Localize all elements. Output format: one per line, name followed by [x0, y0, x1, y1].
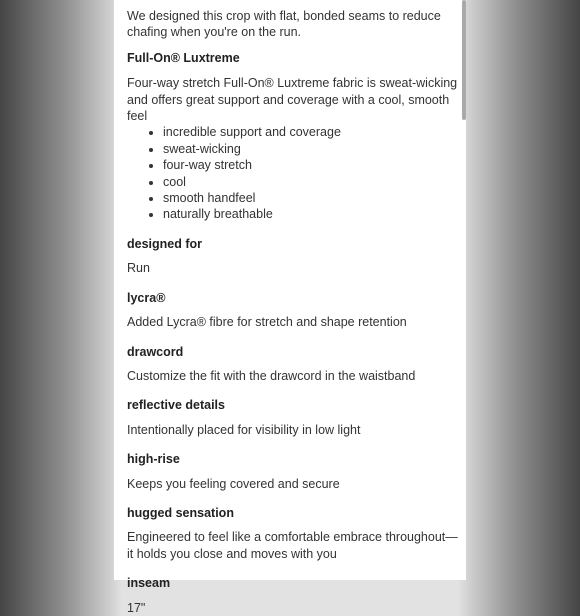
- section-text: Added Lycra® fibre for stretch and shape retention: [127, 315, 407, 330]
- fabric-title: Full-On® Luxtreme: [127, 50, 240, 65]
- section-title: lycra®: [127, 290, 166, 305]
- section-drawcord: [127, 344, 459, 385]
- list-item: • sweat-wicking: [163, 141, 459, 157]
- scrollbar-thumb[interactable]: [462, 0, 466, 120]
- section-title: high-rise: [127, 452, 180, 467]
- section-text: Run: [127, 261, 150, 276]
- product-details-panel: [114, 0, 466, 615]
- section-reflective-details: [127, 397, 459, 438]
- fabric-description: Four-way stretch Full-On® Luxtreme fabric is sweat-wicking and offers great support and coverage with a cool, smooth feel: [127, 76, 458, 124]
- list-item: • cool: [163, 174, 459, 190]
- section-title: inseam: [127, 576, 171, 591]
- section-high-rise: [127, 451, 459, 492]
- section-text: Intentionally placed for visibility in low light: [127, 422, 361, 437]
- section-text: Keeps you feeling covered and secure: [127, 476, 340, 491]
- list-item: • naturally breathable: [163, 206, 459, 222]
- list-item: • four-way stretch: [163, 157, 459, 173]
- section-lycra: [127, 290, 459, 331]
- section-title: reflective details: [127, 398, 225, 413]
- fabric-feature-list: [127, 124, 459, 222]
- product-details-content: [127, 8, 459, 616]
- list-item: • smooth handfeel: [163, 190, 459, 206]
- section-text: Engineered to feel like a comfortable embrace throughout—it holds you close and moves with you: [127, 530, 458, 561]
- section-designed-for: [127, 236, 459, 277]
- section-title: designed for: [127, 236, 203, 251]
- section-text: 17": [127, 600, 146, 615]
- section-text: Customize the fit with the drawcord in the waistband: [127, 368, 416, 383]
- intro-text: We designed this crop with flat, bonded seams to reduce chafing when you're on the run.: [127, 9, 441, 40]
- section-title: drawcord: [127, 344, 184, 359]
- section-inseam: [127, 575, 459, 616]
- list-item: • incredible support and coverage: [163, 124, 459, 140]
- section-title: hugged sensation: [127, 505, 234, 520]
- section-hugged-sensation: [127, 505, 459, 562]
